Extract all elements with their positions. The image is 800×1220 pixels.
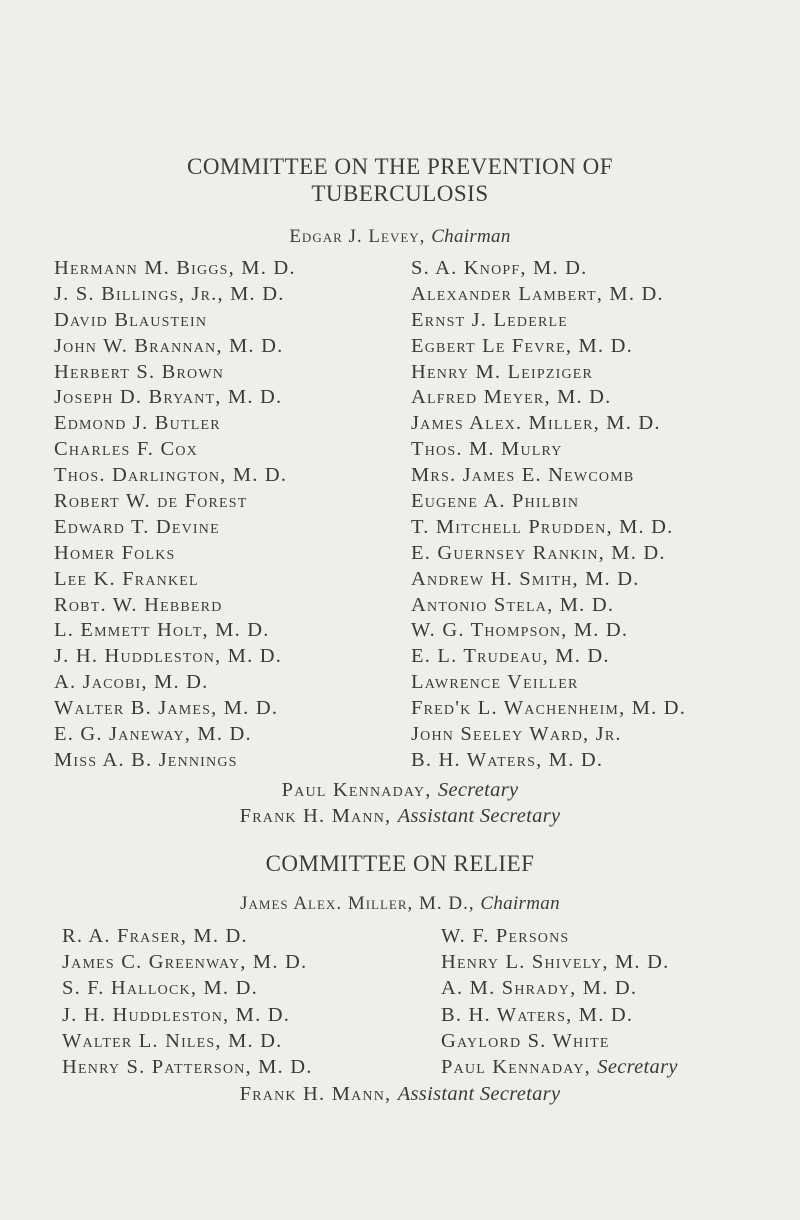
tuberculosis-committee-title-line2: TUBERCULOSIS — [311, 181, 489, 206]
tuberculosis-secretary-name: Paul Kennaday, — [281, 779, 432, 801]
member-name: Mrs. James E. Newcomb — [411, 464, 635, 487]
member-name: Henry M. Leipziger — [411, 360, 594, 383]
member-name: Robt. W. Hebberd — [54, 593, 223, 616]
member-name: Robert W. de Forest — [54, 490, 248, 513]
member-name: Herbert S. Brown — [54, 360, 225, 383]
member-name: L. Emmett Holt, M. D. — [54, 619, 270, 642]
member-name: Walter L. Niles, M. D. — [62, 1029, 283, 1052]
member-name: J. H. Huddleston, M. D. — [54, 645, 283, 668]
member-name: Gaylord S. White — [441, 1029, 610, 1052]
member-name: B. H. Waters, M. D. — [411, 748, 604, 771]
tuberculosis-committee-title-line1: COMMITTEE ON THE PREVENTION OF — [186, 154, 613, 179]
relief-chairman-name: James Alex. Miller, M. D., — [240, 893, 475, 914]
member-name: Walter B. James, M. D. — [54, 697, 279, 720]
member-name: Miss A. B. Jennings — [54, 748, 238, 771]
member-name: John W. Brannan, M. D. — [54, 334, 284, 357]
member-name: E. L. Trudeau, M. D. — [411, 645, 610, 668]
relief-secretary-name: Paul Kennaday, — [441, 1056, 591, 1078]
member-name: Edmond J. Butler — [54, 412, 221, 435]
member-name: James Alex. Miller, M. D. — [411, 412, 661, 435]
member-name: B. H. Waters, M. D. — [441, 1003, 634, 1026]
member-name: Hermann M. Biggs, M. D. — [54, 257, 296, 279]
relief-chairman-line — [0, 893, 800, 915]
member-name: E. G. Janeway, M. D. — [54, 723, 252, 746]
member-name: J. H. Huddleston, M. D. — [62, 1003, 291, 1026]
member-name: Joseph D. Bryant, M. D. — [54, 386, 283, 409]
tuberculosis-assistant-secretary-line — [0, 803, 800, 829]
member-name: Charles F. Cox — [54, 438, 198, 461]
member-name: Thos. M. Mulry — [411, 438, 563, 461]
relief-chairman-role: Chairman — [480, 893, 560, 914]
member-name: Fred'k L. Wachenheim, M. D. — [411, 697, 687, 720]
member-name: Thos. Darlington, M. D. — [54, 464, 288, 487]
member-name: Ernst J. Lederle — [411, 308, 569, 331]
relief-members-left-column — [62, 923, 313, 1080]
member-name: E. Guernsey Rankin, M. D. — [411, 541, 666, 564]
member-name: Lee K. Frankel — [54, 567, 199, 590]
tuberculosis-members-left-column — [54, 256, 296, 774]
member-name: W. G. Thompson, M. D. — [411, 619, 629, 642]
tuberculosis-chairman-role: Chairman — [431, 226, 511, 247]
relief-members-right-column — [441, 923, 669, 1054]
member-name: Henry S. Patterson, M. D. — [62, 1055, 313, 1078]
tuberculosis-secretary-role: Secretary — [437, 779, 519, 801]
member-name: Andrew H. Smith, M. D. — [411, 567, 640, 590]
member-name: S. F. Hallock, M. D. — [62, 977, 258, 1000]
member-name: David Blaustein — [54, 308, 208, 331]
member-name: Homer Folks — [54, 541, 176, 564]
tuberculosis-assistant-name: Frank H. Mann, — [239, 805, 392, 827]
member-name: J. S. Billings, Jr., M. D. — [54, 282, 285, 305]
relief-assistant-name: Frank H. Mann, — [239, 1083, 392, 1105]
member-name: Henry L. Shively, M. D. — [441, 951, 670, 974]
member-name: T. Mitchell Prudden, M. D. — [411, 515, 674, 538]
relief-assistant-role: Assistant Secretary — [397, 1083, 561, 1105]
tuberculosis-members-right-column — [411, 256, 686, 774]
member-name: Egbert Le Fevre, M. D. — [411, 334, 633, 357]
member-name: A. M. Shrady, M. D. — [441, 977, 638, 1000]
tuberculosis-assistant-role: Assistant Secretary — [397, 805, 561, 827]
member-name: Lawrence Veiller — [411, 671, 579, 694]
relief-secretary-role: Secretary — [597, 1056, 678, 1078]
member-name: Alfred Meyer, M. D. — [411, 386, 612, 409]
relief-assistant-secretary-line — [0, 1081, 800, 1107]
relief-committee-title: COMMITTEE ON RELIEF — [265, 851, 535, 876]
member-name: Edward T. Devine — [54, 515, 220, 538]
tuberculosis-chairman-line — [0, 226, 800, 248]
tuberculosis-chairman-name: Edgar J. Levey, — [289, 226, 426, 247]
member-name: Alexander Lambert, M. D. — [411, 282, 664, 305]
member-name: S. A. Knopf, M. D. — [411, 257, 588, 279]
tuberculosis-secretary-line — [0, 777, 800, 803]
relief-secretary-line — [441, 1054, 678, 1080]
member-name: R. A. Fraser, M. D. — [62, 925, 248, 947]
member-name: W. F. Persons — [441, 925, 570, 947]
member-name: John Seeley Ward, Jr. — [411, 723, 622, 746]
member-name: Antonio Stela, M. D. — [411, 593, 615, 616]
member-name: A. Jacobi, M. D. — [54, 671, 209, 694]
member-name: James C. Greenway, M. D. — [62, 951, 308, 974]
member-name: Eugene A. Philbin — [411, 490, 580, 513]
